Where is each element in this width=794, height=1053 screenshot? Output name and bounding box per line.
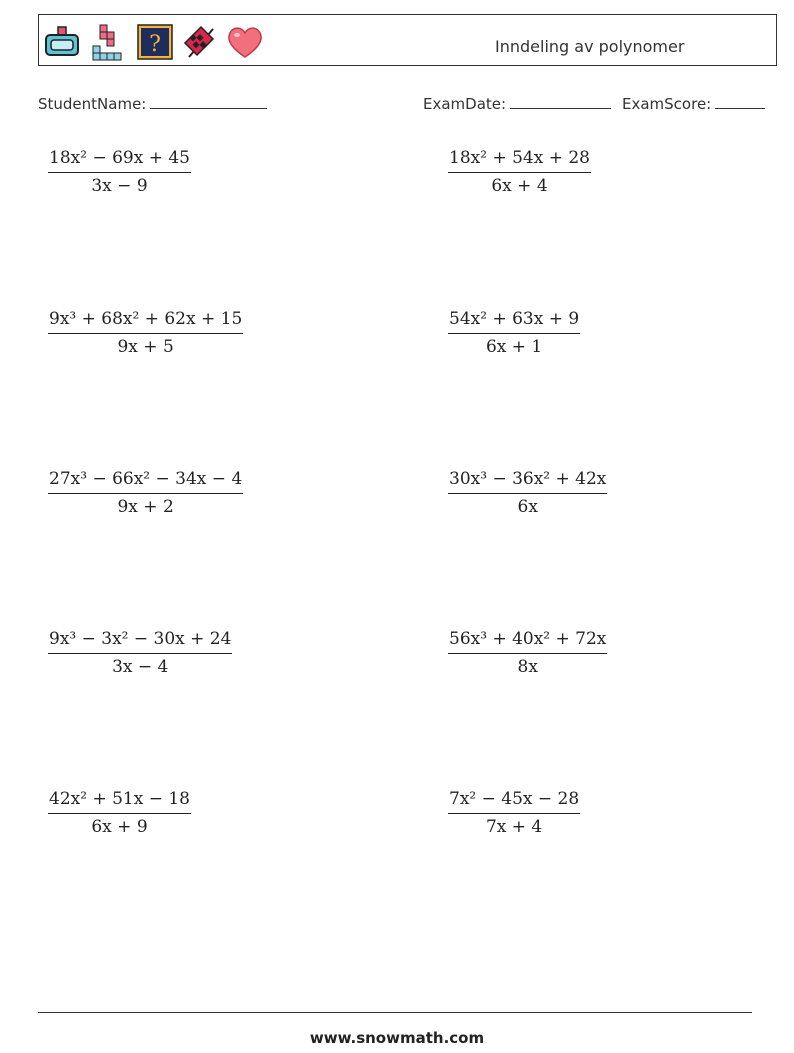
- problem-denominator: 7x + 4: [485, 817, 543, 837]
- problem-numerator: 54x² + 63x + 9: [448, 309, 580, 334]
- problem-denominator: 3x − 4: [112, 657, 169, 677]
- problem-numerator: 42x² + 51x − 18: [48, 789, 191, 814]
- exam-score-field[interactable]: [622, 94, 765, 113]
- problem-1: [48, 148, 191, 196]
- problem-6: [448, 469, 607, 517]
- problem-numerator: 56x³ + 40x² + 72x: [448, 629, 607, 654]
- student-name-label: StudentName:: [38, 95, 147, 113]
- problem-denominator: 6x + 1: [485, 337, 543, 357]
- student-name-field[interactable]: [38, 94, 267, 113]
- vr-headset-icon: [43, 23, 81, 61]
- problem-numerator: 9x³ − 3x² − 30x + 24: [48, 629, 232, 654]
- problem-4: [448, 309, 580, 357]
- problem-denominator: 6x: [517, 497, 538, 517]
- footer-divider: [38, 1012, 752, 1013]
- worksheet-title: Inndeling av polynomer: [495, 37, 685, 56]
- problem-denominator: 9x + 5: [117, 337, 174, 357]
- exam-date-blank[interactable]: [510, 94, 611, 109]
- exam-date-field[interactable]: [423, 94, 611, 113]
- problem-denominator: 3x − 9: [91, 176, 148, 196]
- problem-8: [448, 629, 607, 677]
- exam-date-label: ExamDate:: [423, 95, 507, 113]
- problem-denominator: 6x + 4: [491, 176, 548, 196]
- problem-5: [48, 469, 243, 517]
- problem-numerator: 30x³ − 36x² + 42x: [448, 469, 607, 494]
- problem-numerator: 9x³ + 68x² + 62x + 15: [48, 309, 243, 334]
- problem-denominator: 6x + 9: [91, 817, 148, 837]
- heart-icon: [226, 23, 264, 61]
- exam-score-blank[interactable]: [715, 94, 765, 109]
- problem-denominator: 8x: [517, 657, 538, 677]
- problem-7: [48, 629, 232, 677]
- problem-2: [448, 148, 591, 196]
- checkered-flag-icon: [181, 23, 219, 61]
- problem-denominator: 9x + 2: [117, 497, 174, 517]
- problem-numerator: 27x³ − 66x² − 34x − 4: [48, 469, 243, 494]
- problem-9: [48, 789, 191, 837]
- footer-website[interactable]: www.snowmath.com: [309, 1029, 485, 1047]
- tetris-blocks-icon: [89, 23, 127, 61]
- problem-numerator: 7x² − 45x − 28: [448, 789, 580, 814]
- problem-3: [48, 309, 243, 357]
- problem-numerator: 18x² + 54x + 28: [448, 148, 591, 173]
- svg-text:?: ?: [149, 32, 161, 57]
- student-name-blank[interactable]: [150, 94, 267, 109]
- problem-10: [448, 789, 580, 837]
- exam-score-label: ExamScore:: [622, 95, 712, 113]
- question-box-icon: [136, 23, 174, 61]
- problem-numerator: 18x² − 69x + 45: [48, 148, 191, 173]
- worksheet-header: [38, 14, 777, 66]
